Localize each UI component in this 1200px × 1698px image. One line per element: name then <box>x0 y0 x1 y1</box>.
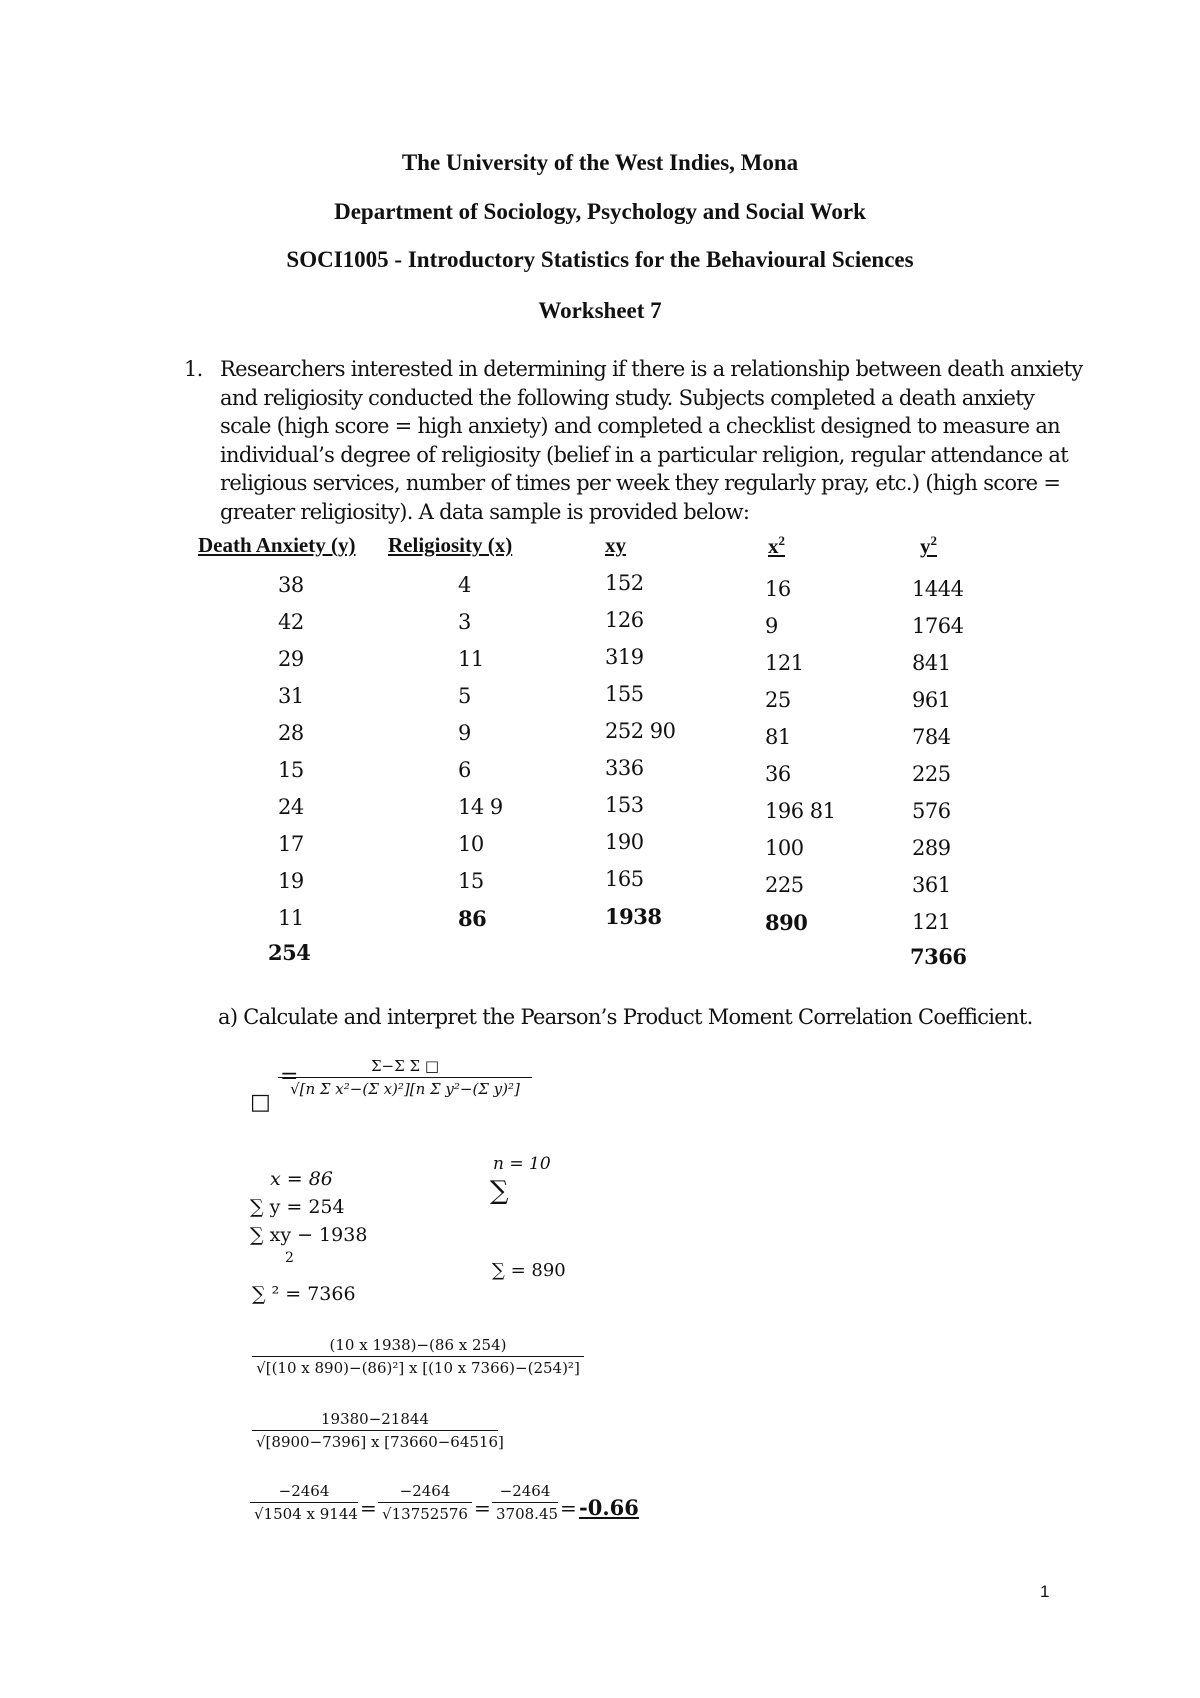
pearson-numerator: Σ−Σ Σ □ <box>278 1057 532 1078</box>
given-sum-y: ∑ y = 254 <box>250 1196 345 1218</box>
formula-equals: = <box>280 1064 299 1089</box>
cell-y-squared: 784 <box>912 725 951 749</box>
cell-y-squared: 225 <box>912 762 951 786</box>
question-line: religious services, number of times per week they regularly pray, etc.) (high score = <box>220 471 1061 495</box>
cell-y-squared: 289 <box>912 836 951 860</box>
cell-y-squared: 1444 <box>912 577 964 601</box>
course-title: SOCI1005 - Introductory Statistics for the Behavioural Sciences <box>286 247 914 272</box>
header-religiosity: Religiosity (x) <box>388 533 513 557</box>
cell-xy: 190 <box>605 830 644 854</box>
step-2-numerator: 19380−21844 <box>252 1410 498 1431</box>
cell-death-anxiety: 19 <box>278 869 304 893</box>
cell-xy: 126 <box>605 608 644 632</box>
cell-death-anxiety: 17 <box>278 832 304 856</box>
cell-x-squared: 225 <box>765 873 804 897</box>
cell-y-squared: 1764 <box>912 614 964 638</box>
cell-y-squared: 841 <box>912 651 951 675</box>
header-y-squared: $y^2$ <box>920 533 937 558</box>
cell-religiosity: 10 <box>458 832 484 856</box>
step-3c-numerator: −2464 <box>492 1482 558 1503</box>
cell-x-squared: 36 <box>765 762 791 786</box>
step-3a-fraction <box>250 1482 358 1523</box>
cell-x-squared: 121 <box>765 651 804 675</box>
cell-religiosity: 5 <box>458 684 471 708</box>
cell-death-anxiety: 15 <box>278 758 304 782</box>
cell-death-anxiety: 31 <box>278 684 304 708</box>
step-1-numerator: (10 x 1938)−(86 x 254) <box>252 1336 584 1357</box>
given-sum-xy: ∑ xy − 1938 <box>250 1224 368 1246</box>
correlation-result: -0.66 <box>579 1495 639 1520</box>
cell-death-anxiety: 42 <box>278 610 304 634</box>
cell-y-squared: 576 <box>912 799 951 823</box>
cell-religiosity: 4 <box>458 573 471 597</box>
step-3c-denominator: 3708.45 <box>496 1505 559 1523</box>
question-line: and religiosity conducted the following study. Subjects completed a death anxiety <box>220 385 1035 410</box>
cell-religiosity: 6 <box>458 758 471 782</box>
cell-x-squared: 196 81 <box>765 799 836 823</box>
cell-xy: 1938 <box>605 904 662 929</box>
sigma-symbol: ∑ <box>490 1176 509 1206</box>
cell-y-squared: 361 <box>912 873 951 897</box>
total-y-squared: 7366 <box>910 944 967 969</box>
cell-xy: 165 <box>605 867 644 891</box>
given-n: n = 10 <box>493 1154 551 1174</box>
step-1-denominator: √[(10 x 890)−(86)²] x [(10 x 7366)−(254)²] <box>256 1359 580 1377</box>
question-line: greater religiosity). A data sample is provided below: <box>220 499 750 524</box>
cell-y-squared: 121 <box>912 910 951 934</box>
step-3-equals: = <box>474 1496 491 1520</box>
step-3-equals: = <box>360 1496 377 1520</box>
cell-religiosity: 15 <box>458 869 484 893</box>
given-sum-y-squared: ∑ ² = 7366 <box>252 1283 356 1305</box>
given-sum-x: x = 86 <box>270 1168 333 1190</box>
step-2-fraction <box>252 1410 504 1451</box>
page-number: 1 <box>1040 1582 1050 1601</box>
cell-xy: 252 90 <box>605 719 676 743</box>
cell-xy: 152 <box>605 571 644 595</box>
cell-religiosity: 3 <box>458 610 471 634</box>
worksheet-title: Worksheet 7 <box>538 298 662 323</box>
part-a-prompt: a) Calculate and interpret the Pearson’s Product Moment Correlation Coefficient. <box>218 1005 1033 1029</box>
university-title: The University of the West Indies, Mona <box>401 150 799 175</box>
total-death-anxiety: 254 <box>268 940 311 965</box>
department-title: Department of Sociology, Psychology and Social Work <box>334 199 866 224</box>
step-3b-fraction <box>378 1482 472 1523</box>
given-superscript: 2 <box>285 1250 294 1266</box>
cell-religiosity: 11 <box>458 647 484 671</box>
question-number: 1. <box>184 357 203 381</box>
question-line: Researchers interested in determining if there is a relationship between death anxiety <box>220 357 1083 381</box>
cell-xy: 153 <box>605 793 644 817</box>
question-line: individual’s degree of religiosity (belief in a particular religion, regular attendance at <box>220 442 1068 467</box>
question-1 <box>184 355 1084 526</box>
cell-death-anxiety: 28 <box>278 721 304 745</box>
cell-x-squared: 81 <box>765 725 791 749</box>
step-3b-denominator: √13752576 <box>382 1505 468 1523</box>
cell-y-squared: 961 <box>912 688 951 712</box>
header-death-anxiety: Death Anxiety (y) <box>198 533 356 557</box>
pearson-denominator: √[n Σ x²−(Σ x)²][n Σ y²−(Σ y)²] <box>290 1080 520 1098</box>
cell-x-squared: 25 <box>765 688 791 712</box>
cell-religiosity: 9 <box>458 721 471 745</box>
cell-religiosity: 86 <box>458 906 487 931</box>
cell-x-squared: 100 <box>765 836 804 860</box>
header-xy: xy <box>605 533 626 557</box>
cell-x-squared: 890 <box>765 910 808 935</box>
cell-xy: 155 <box>605 682 644 706</box>
question-line: scale (high score = high anxiety) and completed a checklist designed to measure an <box>220 414 1060 438</box>
cell-x-squared: 9 <box>765 614 778 638</box>
formula-r-box: □ <box>250 1090 271 1115</box>
cell-death-anxiety: 38 <box>278 573 304 597</box>
cell-religiosity: 14 9 <box>458 795 503 819</box>
cell-xy: 336 <box>605 756 644 780</box>
step-3c-fraction <box>492 1482 558 1523</box>
cell-death-anxiety: 29 <box>278 647 304 671</box>
cell-death-anxiety: 11 <box>278 906 304 930</box>
header-x-squared: $x^2$ <box>768 533 785 558</box>
step-3a-denominator: √1504 x 9144 <box>254 1505 358 1523</box>
step-1-fraction <box>252 1336 584 1377</box>
cell-xy: 319 <box>605 645 644 669</box>
given-sum-x-squared: ∑ = 890 <box>492 1260 566 1281</box>
cell-death-anxiety: 24 <box>278 795 304 819</box>
cell-x-squared: 16 <box>765 577 791 601</box>
step-3b-numerator: −2464 <box>378 1482 472 1503</box>
step-2-denominator: √[8900−7396] x [73660−64516] <box>256 1433 504 1451</box>
pearson-formula <box>278 1057 532 1098</box>
step-3a-numerator: −2464 <box>250 1482 358 1503</box>
step-3-equals: = <box>560 1496 577 1520</box>
